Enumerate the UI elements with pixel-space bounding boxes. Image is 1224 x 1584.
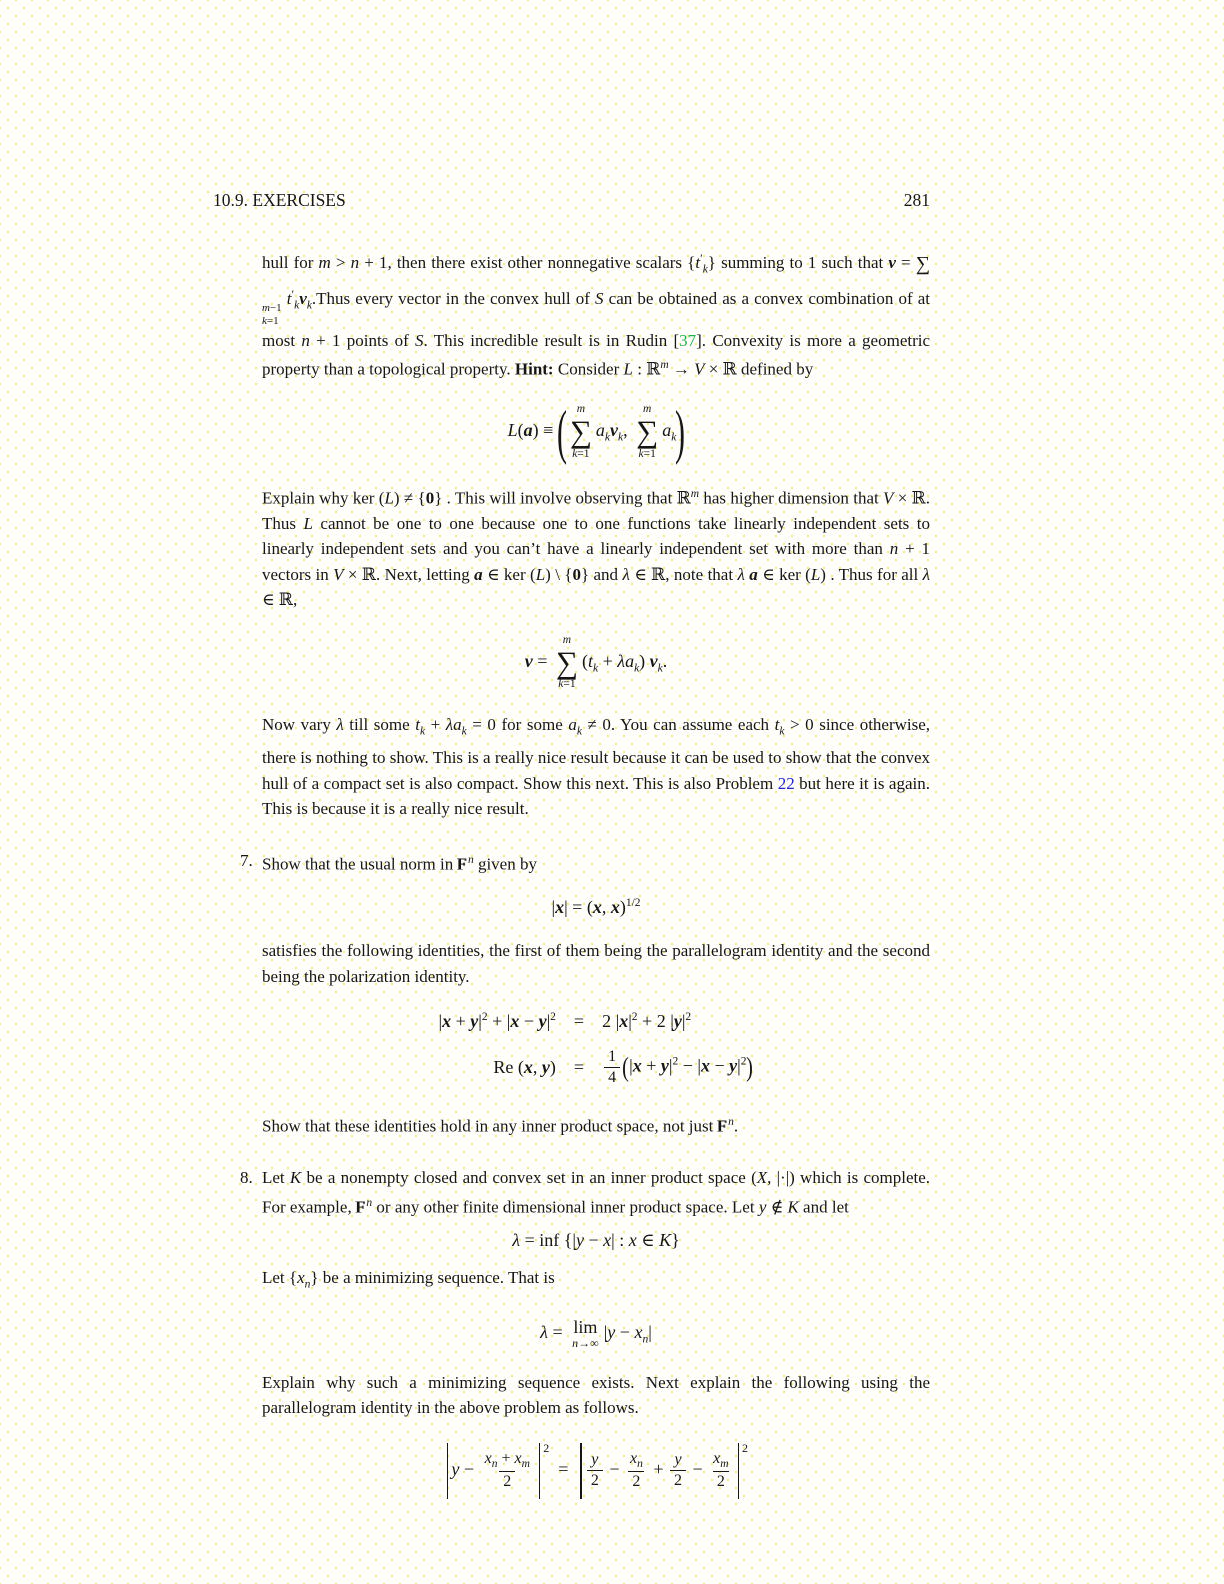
problem-8-body (262, 1165, 930, 1499)
paragraph-minimizing-sequence: Let $\{x_n\}$ be a minimizing sequence. That is (262, 1268, 555, 1291)
problem-7-body (262, 848, 930, 1140)
equation-norm-definition: |x| = (x, x)$^{1/2}$ (551, 896, 641, 917)
problem-8-number: 8. (240, 1168, 253, 1187)
polarization-identity-lhs: Re (x, y) (493, 1056, 556, 1077)
page-content (213, 188, 930, 1519)
problem-8 (213, 1165, 930, 1499)
equals-sign: = (573, 1011, 585, 1032)
paragraph-satisfies: satisfies the following identities, the first of them being the parallelogram identity and the second being the polarization identity. (262, 941, 930, 986)
polarization-identity-rhs: $\frac{1}{4}$ $(|x + y|^2 - |x - y|^2)$ (602, 1047, 753, 1088)
paragraph-convex-set: Let K be a nonempty closed and convex set in an inner product space (X, |·|) which is complete. For example, $F^n$ or any other finite dimensional inner product space. Let y ∉ K and let (262, 1168, 931, 1217)
problem-22-link[interactable]: 22 (777, 773, 795, 793)
paragraph-usual-norm: Show that the usual norm in $F^n$ given by (262, 853, 537, 874)
page-header (213, 188, 930, 214)
paragraph-explain-ker: Explain why ker (L) ≠ {0} . This will involve observing that ℝ$^m$ has higher dimension that V × ℝ. Thus L cannot be one to one because one to one functions take linearly independent sets to linearly independent sets and you can’t have a linearly independent set with more than n + 1 vectors in V × ℝ. Next, letting a ∈ ker (L) \ {0} and λ ∈ ℝ, note that λ a ∈ ker (L) . Thus for all λ ∈ ℝ, (262, 487, 930, 610)
paragraph-vary-lambda: Now vary λ till some $t_k + \lambda a_k = 0$ for some $a_k \ne 0$. You can assume each $t_k > 0$ since otherwise, there is nothing to show. This is a really nice result because it can be used to show that the convex hull of a compact set is also compact. Show this next. This is also Problem 22 but here it is again. This is because it is a really nice result. (262, 715, 931, 818)
paragraph-show-identities: Show that these identities hold in any inner product space, not just $F^n$. (262, 1115, 739, 1136)
equation-v-sum: v = m ∑ k=1 $(t_k + \lambda a_k)$ $v_k$. (524, 633, 668, 691)
equation-lambda-limit: λ = lim n→∞ $|y - x_n|$ (540, 1317, 652, 1351)
problem-7 (213, 848, 930, 1140)
equation-identities (439, 1011, 754, 1088)
section-title: 10.9. EXERCISES (213, 190, 346, 210)
parallelogram-identity-rhs: 2 $|x|^2 + 2$ $|y|^2$ (602, 1011, 692, 1032)
parallelogram-identity-lhs: $|x + y|^2 + |x - y|^2$ (438, 1011, 556, 1032)
problem-6-continuation (213, 246, 930, 822)
page-number: 281 (903, 190, 930, 210)
equation-parallelogram-application: y − $\frac{x_n + x_m}{2}$ $^2$ = $\frac{y}{2}$ − $\frac{x_n}{2}$ + $\frac{y}{2}$ − $\frac{x_m}{2}$ $^2$ (262, 1441, 930, 1499)
problem-7-number: 7. (240, 850, 253, 870)
citation-link-37[interactable]: 37 (679, 330, 697, 350)
paragraph-hull: hull for m > n + 1, then there exist other nonnegative scalars $\{t'_k\}$ summing to 1 such that v = ∑ m−1 k=1 $t'_kv_k.Thus$ every vector in the convex hull of S can be obtained as a convex combination of at most n + 1 points of S. This incredible result is in Rudin [37]. Convexity is more a geometric property than a topological property. Hint: Consider L : ℝ$^m$ → V × ℝ defined by (262, 250, 931, 379)
paragraph-explain-why: Explain why such a minimizing sequence exists. Next explain the following using the parallelogram identity in the above problem as follows. (262, 1372, 930, 1418)
equals-sign: = (573, 1056, 585, 1077)
equation-L-definition: L(a) ≡ ( m ∑ k=1 $a_kv_k$, m ∑ k=1 $a_k$) (507, 398, 686, 465)
equation-lambda-inf: λ = inf {|y − x| : x ∈ K} (512, 1229, 680, 1250)
